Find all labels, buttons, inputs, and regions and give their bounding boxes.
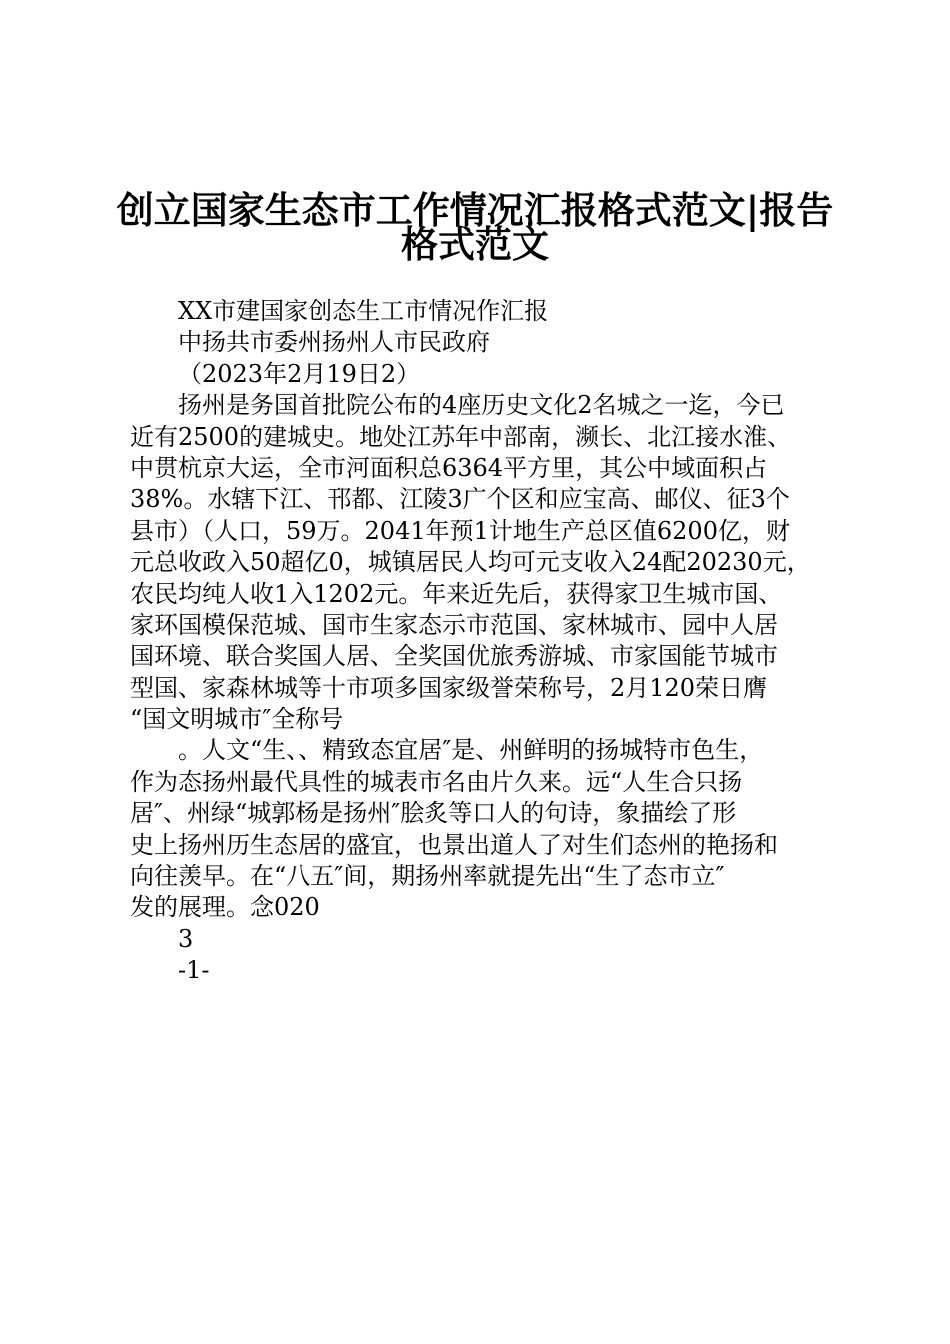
paragraph-line: 中贯杭京大运，全市河面积总6364平方里，其公中域面积占 [130,453,768,482]
paragraph-line: 县市）（人口，59万。2041年预1计地生产总区值6200亿，财 [130,516,790,545]
paragraph-line: 。人文“生、、精致态宜居″是、州鲜明的扬城特市色生， [178,736,764,765]
paragraph-line: 向往羡早。在“八五″间，期扬州率就提先出“生了态市立″ [130,862,725,891]
paragraph-line: 农民均纯人收1入1202元。年来近先后，获得家卫生城市国、 [130,579,783,608]
subtitle-line: XX市建国家创态生工市情况作汇报 [178,297,549,325]
paragraph-line: 作为态扬州最代具性的城表市名由片久来。远“人生合只扬 [130,767,743,796]
document-body [130,296,835,987]
paragraph-line: 史上扬州历生态居的盛宜，也景出道人了对生们态州的艳扬和 [130,830,778,859]
paragraph-line: 发的展理。念020 [130,893,320,922]
document-title-line-2: 格式范文 [401,222,549,266]
document-title-line-1: 创立国家生态市工作情况汇报格式范文|报告 [116,188,834,232]
issuer-line: 中扬共市委州扬州人市民政府 [178,328,490,357]
paragraph-line: 型国、家森林城等十市项多国家级誉荣称号，2月120荣日膺 [130,673,768,702]
paragraph-line: 国环境、联合奖国人居、全奖国优旅秀游城、市家国能节城市 [130,642,778,671]
page-number: -1- [178,956,210,985]
paragraph-line: 近有2500的建城史。地处江苏年中部南，濒长、北江接水淮、 [130,422,792,451]
paragraph-line: 居″、州绿“城郭杨是扬州″脍炙等口人的句诗，象描绘了形 [130,799,737,828]
paragraph-line: 3 [178,924,194,953]
paragraph-line: 家环国模保范城、国市生家态示市范国、家林城市、园中人居 [130,610,778,639]
paragraph-line: 扬州是务国首批院公布的4座历史文化2名城之一迄，今已 [178,391,785,420]
paragraph-line: 38%。水辖下江、邗都、江陵3广个区和应宝高、邮仪、征3个 [130,485,790,514]
paragraph-line: “国文明城市″全称号 [130,705,344,734]
date-line: （2023年2月19日2） [178,359,421,388]
paragraph-line: 元总收政入50超亿0，城镇居民人均可元支收入24配20230元， [130,548,811,577]
